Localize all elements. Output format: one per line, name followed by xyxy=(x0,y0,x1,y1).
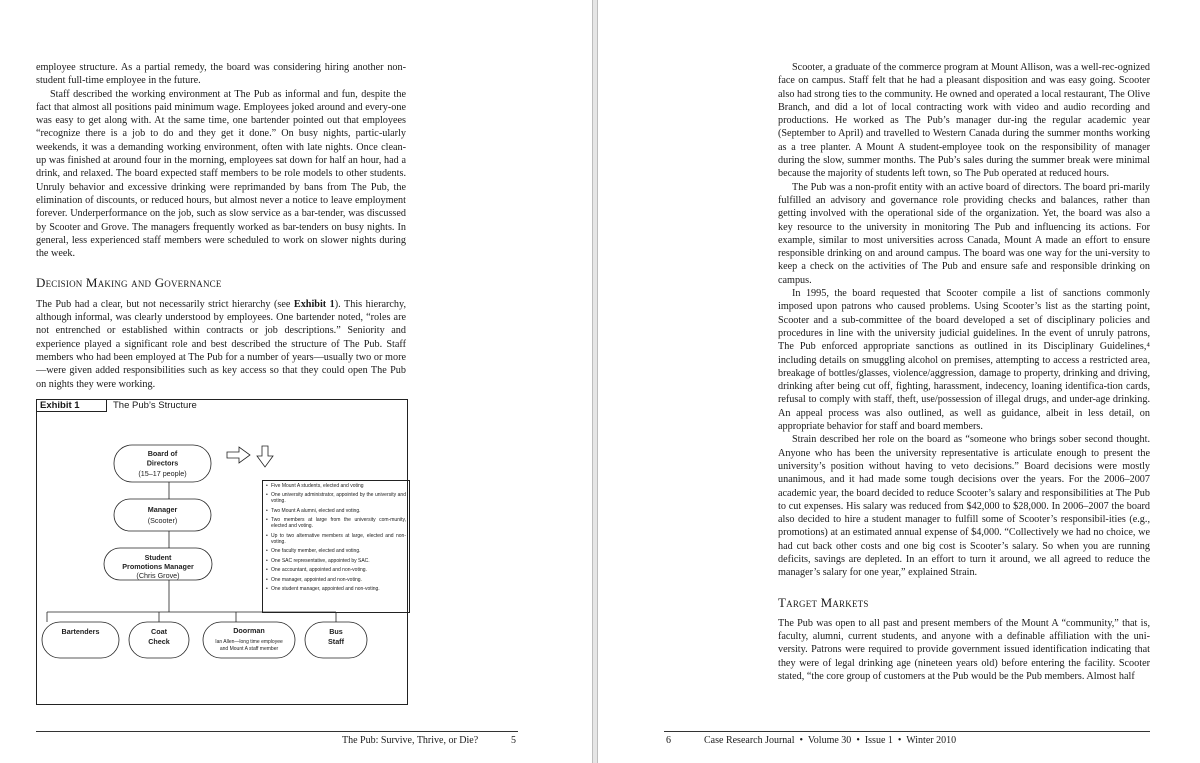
paragraph-text: ). This hierarchy, although informal, was clearly understood by employees. One bartender noted, “roles are not entrenched or established within contracts or job descriptions.” Seniority and experience played a significant role and best described the structure of The Pub. Staff members who had been employed at The Pub for a number of years—usually two or more—were given added responsibilities such as key access so that they could open The Pub on nights they were working. xyxy=(36,298,406,390)
journal-season: Winter 2010 xyxy=(906,735,957,746)
list-item: • Two Mount A alumni, elected and voting. xyxy=(266,508,406,514)
exhibit-reference: Exhibit 1 xyxy=(293,298,335,310)
exhibit-1-org-chart xyxy=(36,399,408,705)
left-text-column xyxy=(36,61,406,705)
right-text-column xyxy=(778,61,1150,683)
footer-journal-info xyxy=(704,735,956,746)
board-label-1: Board of xyxy=(147,448,178,458)
list-item: • One SAC representative, appointed by SAC. xyxy=(266,558,406,564)
list-item: • One student manager, appointed and non-voting. xyxy=(266,586,406,592)
coat-check-label-2: Check xyxy=(148,636,170,646)
section-heading-target-markets: Target Markets xyxy=(778,594,869,610)
paragraph: In 1995, the board requested that Scooter compile a list of sanctions commonly imposed upon patrons who caused problems. Using Scooter’s list as the starting point, Scooter and a sub-committee of the board developed a set of disciplinary policies and procedures in line with the university judicial guidelines. In the event of unruly patrons, The Pub enforced appropriate sanctions as outlined in its Disciplinary Guidelines,⁴ including details on smuggling alcohol on premises, attempting to access a restricted area, breakage of bottles/glasses, violence/aggression, damage to property, drinking and driving, drinking after being cut off, fighting, harassment, indecency, loaning identifica-tion cards, refusal to comply with staff, theft, use/possession of illegal drugs, and under-age drinking. An appeal process was also outlined, as well as guidance, albeit in less detail, on appropriate behavior for staff and board members. xyxy=(778,288,1150,433)
exhibit-title: The Pub’s Structure xyxy=(113,399,197,411)
board-label-3: (15–17 people) xyxy=(138,468,187,478)
journal-name: Case Research Journal xyxy=(704,735,795,746)
separator-bullet: • xyxy=(853,735,863,746)
right-page xyxy=(598,0,1200,763)
board-label-2: Directors xyxy=(146,458,179,468)
list-item: • One university administrator, appointed by the university and voting. xyxy=(266,492,406,504)
left-page xyxy=(0,0,592,763)
paragraph: Strain described her role on the board as “someone who brings sober second thought. Anyone who has been the university representative is articulate enough to present the university’s position without having to veto decisions.” Board decisions were mostly unanimous, and it had made some tough decisions over the years. For the 2006–2007 academic year, the board decided to reduce Scooter’s salary and responsibilities at The Pub to cut expenses. His salary was reduced from $42,000 to $28,000. In 2006–2007 the board also decided to hire a student manager to fulfill some of Scooter’s responsibil-ities (e.g., promotions) at an estimated annual expense of $4,000. “Collectively we had no choice, we had cut back other costs and one big cost is Scooter’s salary. So when you are running deficits, savings are depleted. In an effort to turn it around, we all agreed to reduce the manager’s salary for one year,” explained Strain. xyxy=(778,434,1150,579)
footer-rule xyxy=(664,731,1150,732)
paragraph: The Pub was open to all past and present members of the Mount A “community,” that is, faculty, alumni, current students, and anyone with a definable affiliation with the uni-versity. Patrons were required to provide government issued identification indicating that they were of legal drinking age (nineteen years old) before entering the facility. Scooter stated, “the core group of customers at the Pub would be the Pub members. Almost half xyxy=(778,617,1150,683)
footer-running-title: The Pub: Survive, Thrive, or Die? xyxy=(342,735,479,746)
list-item: • Two members at large from the university com-munity, elected and voting. xyxy=(266,517,406,529)
doorman-note-2: and Mount A staff member xyxy=(219,645,279,652)
bus-staff-label-2: Staff xyxy=(328,636,344,646)
list-item: • One accountant, appointed and non-voting. xyxy=(266,567,406,573)
manager-name: (Scooter) xyxy=(147,515,178,525)
section-heading-decision-making: Decision Making and Governance xyxy=(36,275,222,291)
journal-volume: Volume 30 xyxy=(807,735,852,746)
spm-label-2: Promotions Manager xyxy=(122,561,194,571)
exhibit-number: Exhibit 1 xyxy=(37,400,107,412)
spm-name: (Chris Grove) xyxy=(136,570,180,580)
arrow-right-icon xyxy=(227,447,250,463)
paragraph xyxy=(36,298,406,391)
coat-check-label-1: Coat xyxy=(151,626,167,636)
manager-node xyxy=(114,499,211,531)
doorman-label: Doorman xyxy=(233,625,265,635)
paragraph: Staff described the working environment at The Pub as informal and fun, despite the fact that almost all positions paid minimum wage. Employees joked around and every-one was easy to get along with. At the same time, one bartender pointed out that employees “recognize there is a job to do and they get it done.” On busy nights, partic-ularly weekends, it was a demanding working environment, often with late nights. Once clean-up was finished at around four in the morning, employees sat down for half an hour, had a drink, and relaxed. The board expected staff members to be role models to other students. Unruly behavior and excessive drinking were reprimanded by bans from The Pub, the elimination of discounts, or reduced hours, but almost never a notice to leave employment forever. Underperformance on the job, such as slow service as a bar-tender, was discussed by Scooter and Grove. The managers frequently worked as bar-tenders on busy nights. In general, less experienced staff members were scheduled to work on slower nights during the week. xyxy=(36,88,406,260)
page-number: 6 xyxy=(666,735,671,746)
paragraph: The Pub was a non-profit entity with an active board of directors. The board pri-marily fulfilled an advisory and governance role providing checks and balances, rather than getting involved with the operational side of the organization. Yet, the board was also a key resource to the university in monitoring The Pub and influencing its actions. For example, similar to most universities across Canada, Mount A made an effort to ensure responsible drinking on and around campus. The board was one way for the uni-versity to keep a check on the activities of The Pub and ensure safe and responsible drinking on campus. xyxy=(778,181,1150,286)
bartenders-label: Bartenders xyxy=(61,626,100,636)
separator-bullet: • xyxy=(895,735,904,746)
paragraph-text: The Pub had a clear, but not necessarily strict hierarchy (see xyxy=(36,298,294,310)
doorman-note-1: Ian Allen—long time employee xyxy=(215,638,283,645)
footer-rule xyxy=(36,731,518,732)
list-item: • One faculty member, elected and voting. xyxy=(266,548,406,554)
paragraph: Scooter, a graduate of the commerce program at Mount Allison, was a well-rec-ognized face on campus. Staff felt that he had a pleasant disposition and was easy going. Scooter also had strong ties to the community. He owned and operated a local restaurant, The Olive Branch, and did a lot of local contracting work with video and audio recording and productions. He worked as The Pub’s manager dur-ing the regular academic year (September to April) and travelled to Western Canada during the summer months working as a tree planter. A Mount A student-employee took on the responsibility of manager during the slow, summer months. The Pub’s sales during the summer break were minimal because the majority of students left town, so The Pub operated at reduced hours. xyxy=(778,62,1150,180)
manager-label: Manager xyxy=(147,504,178,514)
journal-issue: Issue 1 xyxy=(864,735,893,746)
list-item: • Up to two alternative members at large, elected and non-voting. xyxy=(266,533,406,545)
spm-label-1: Student xyxy=(144,552,172,562)
list-item: • Five Mount A students, elected and voting xyxy=(266,483,406,489)
list-item: • One manager, appointed and non-voting. xyxy=(266,577,406,583)
paragraph: employee structure. As a partial remedy, the board was considering hiring another non-student full-time employee in the future. xyxy=(36,62,406,87)
board-composition-list xyxy=(262,480,410,613)
arrow-down-icon xyxy=(257,446,273,467)
page-number: 5 xyxy=(511,735,516,746)
separator-bullet: • xyxy=(797,735,806,746)
bus-staff-label-1: Bus xyxy=(329,626,343,636)
